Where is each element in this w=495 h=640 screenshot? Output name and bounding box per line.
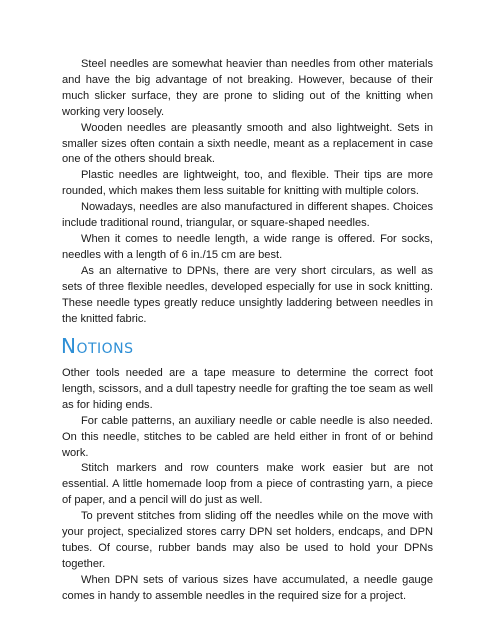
paragraph-basic-tools: Other tools needed are a tape measure to determine the correct foot length, scissors, and a dull tapestry needle for grafting the toe seam as well as for hiding ends. [62, 367, 433, 411]
paragraph-stitch-markers: Stitch markers and row counters make work easier but are not essential. A little homemade loop from a piece of contrasting yarn, a piece of paper, and a pencil will do just as well. [62, 462, 433, 507]
paragraph-needle-shapes: Nowadays, needles are also manufactured in different shapes. Choices include traditional round, triangular, or square-shaped needles. [62, 201, 433, 230]
paragraph-steel-needles: Steel needles are somewhat heavier than needles from other materials and have the big advantage of not breaking. However, because of their much slicker surface, they are prone to sliding out of the knitting when working very loosely. [62, 58, 433, 118]
paragraph-needle-length: When it comes to needle length, a wide range is offered. For socks, needles with a length of 6 in./15 cm are best. [62, 232, 433, 261]
notions-text-section [62, 366, 433, 605]
paragraph-cable-needle: For cable patterns, an auxiliary needle or cable needle is also needed. On this needle, stitches to be cabled are held either in front of or behind work. [62, 414, 433, 459]
notions-heading: Notions [61, 334, 134, 358]
paragraph-wooden-needles: Wooden needles are pleasantly smooth and also lightweight. Sets in smaller sizes often contain a sixth needle, meant as a replacement in case one of the others should break. [62, 121, 433, 166]
paragraph-dpn-alternatives: As an alternative to DPNs, there are very short circulars, as well as sets of three flexible needles, developed especially for use in sock knitting. These needle types greatly reduce unsightly laddering between needles in the knitted fabric. [62, 264, 433, 325]
paragraph-needle-holders: To prevent stitches from sliding off the needles while on the move with your project, specialized stores carry DPN set holders, endcaps, and DPN tubes. Of course, rubber bands may also be used to hold your DPNs together. [62, 510, 433, 570]
paragraph-plastic-needles: Plastic needles are lightweight, too, and flexible. Their tips are more rounded, which makes them less suitable for knitting with multiple colors. [62, 169, 433, 198]
needles-text-section [62, 57, 433, 327]
paragraph-needle-gauge: When DPN sets of various sizes have accumulated, a needle gauge comes in handy to assemble needles in the required size for a project. [62, 573, 433, 602]
